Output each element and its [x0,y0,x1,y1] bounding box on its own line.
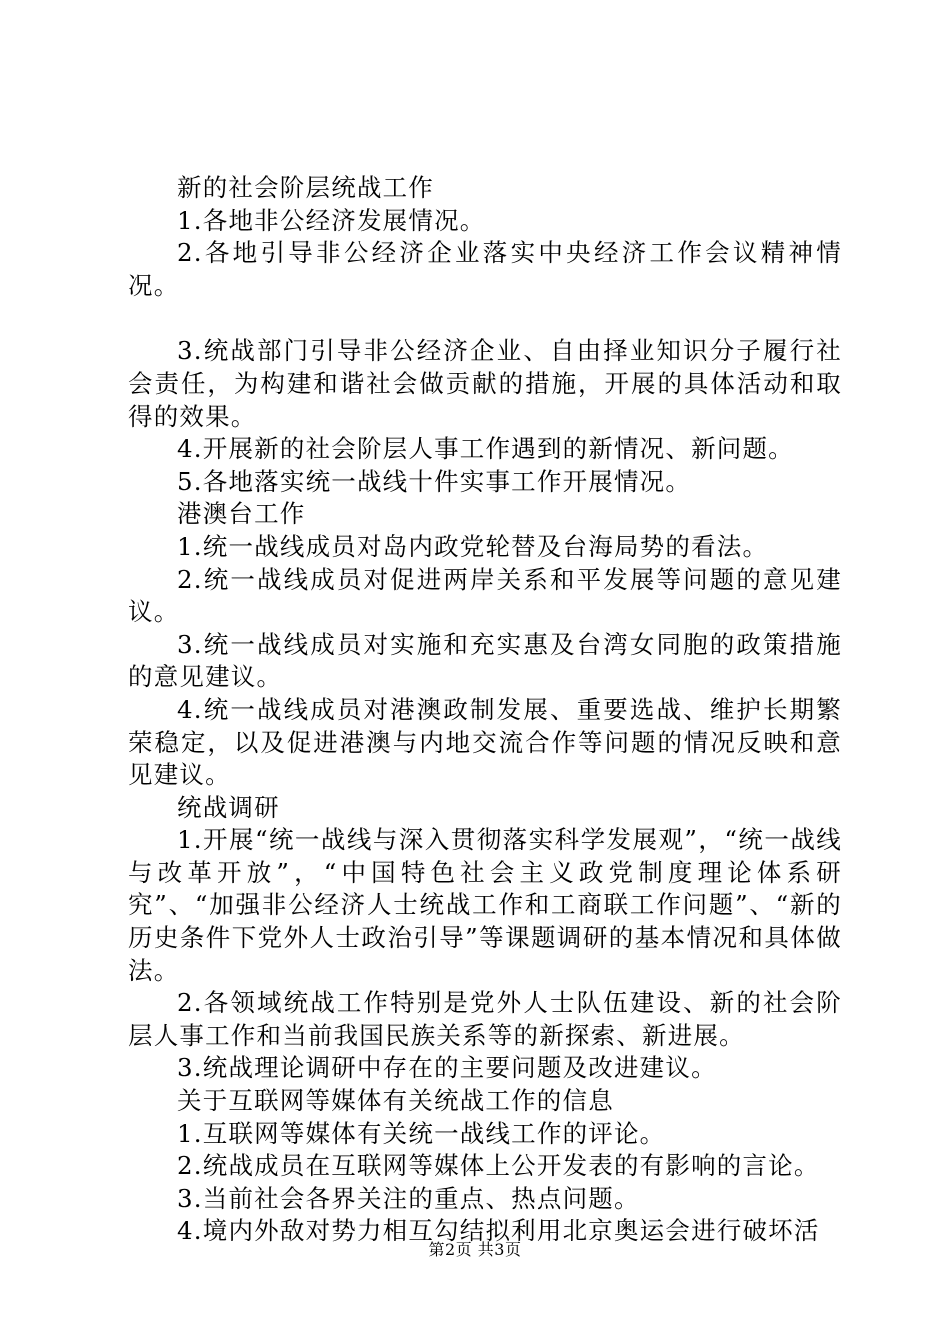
list-item: 2.各地引导非公经济企业落实中央经济工作会议精神情况。 [128,238,842,300]
document-body [128,172,842,1248]
list-item: 4.开展新的社会阶层人事工作遇到的新情况、新问题。 [177,434,794,464]
list-item: 3.统战理论调研中存在的主要问题及改进建议。 [177,1053,717,1083]
page-number-label: 第2页 共3页 [428,1240,522,1259]
list-item: 3.统一战线成员对实施和充实惠及台湾女同胞的政策措施的意见建议。 [128,629,842,692]
list-item: 1.统一战线成员对岛内政党轮替及台海局势的看法。 [177,531,769,561]
list-item: 1.各地非公经济发展情况。 [177,205,486,235]
list-item: 1.互联网等媒体有关统一战线工作的评论。 [177,1118,666,1148]
blank-line [128,302,842,335]
list-item: 1.开展“统一战线与深入贯彻落实科学发展观”，“统一战线与改革开放”，“中国特色社会主义政党制度理论体系研究”、“加强非公经济人士统战工作和工商联工作问题”、“新的历史条件下党外人士政治引导”等课题调研的基本情况和具体做法。 [128,825,842,985]
section-heading-hk-macao-taiwan: 港澳台工作 [177,499,306,529]
list-item: 2.各领域统战工作特别是党外人士队伍建设、新的社会阶层人事工作和当前我国民族关系等的新探索、新进展。 [128,988,842,1050]
list-item: 2.统战成员在互联网等媒体上公开发表的有影响的言论。 [177,1151,820,1181]
list-item: 5.各地落实统一战线十件实事工作开展情况。 [177,466,692,496]
list-item: 4.统一战线成员对港澳政制发展、重要选战、维护长期繁荣稳定，以及促进港澳与内地交流合作等问题的情况反映和意见建议。 [128,694,842,790]
page-footer [0,1240,950,1260]
section-heading-new-social-strata: 新的社会阶层统战工作 [177,173,434,202]
list-item: 3.当前社会各界关注的重点、热点问题。 [177,1183,640,1213]
section-heading-internet-media: 关于互联网等媒体有关统战工作的信息 [177,1086,614,1116]
section-heading-united-front-research: 统战调研 [177,792,280,822]
list-item: 3.统战部门引导非公经济企业、自由择业知识分子履行社会责任，为构建和谐社会做贡献的措施，开展的具体活动和取得的效果。 [128,336,842,431]
list-item: 2.统一战线成员对促进两岸关系和平发展等问题的意见建议。 [128,564,842,627]
list-item: 4.境内外敌对势力相互勾结拟利用北京奥运会进行破坏活 [177,1216,820,1246]
